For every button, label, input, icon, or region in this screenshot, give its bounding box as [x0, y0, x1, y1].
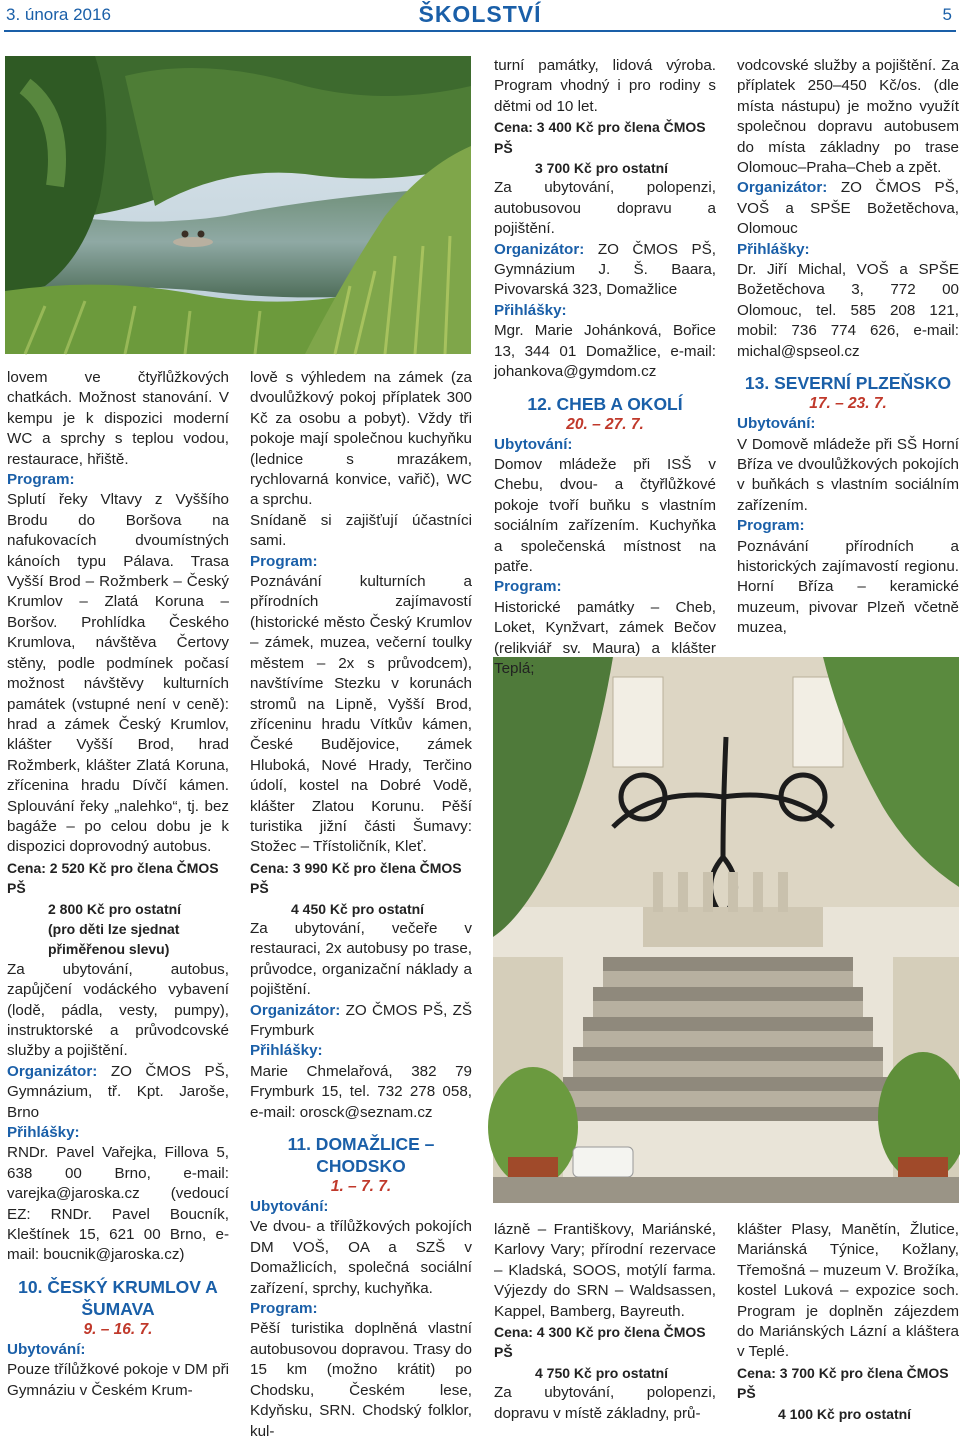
- col1-accom-text: Pouze třílůžkové pokoje v DM při Gymnáziu v Českém Krum-: [7, 1361, 229, 1399]
- col1-accom-label: Ubytování:: [7, 1340, 86, 1358]
- trip-13-title: 13. SEVERNÍ PLZEŇSKO: [744, 373, 952, 394]
- col3-price-member: Cena: 3 400 Kč pro člena ČMOS PŠ: [494, 119, 706, 156]
- col1-apply-text: RNDr. Pavel Vařejka, Fillova 5, 638 00 Brno, e-mail: varejka@jaroska.cz (vedoucí EZ: RNDr. Pavel Boucník, Kleštínek 15, 621 00 Brno, e-mail: boucnik@jaroska.cz): [7, 1144, 229, 1264]
- col3-price: [494, 117, 716, 178]
- col4-organizer-label: Organizátor:: [737, 179, 828, 197]
- trip-10-title: 10. ČESKÝ KRUMLOV A ŠUMAVA: [18, 1276, 218, 1319]
- column-3-top: [494, 56, 716, 679]
- col2-gap: [250, 1123, 472, 1133]
- trip-11-dates: 1. – 7. 7.: [330, 1178, 392, 1196]
- col2-program-text: Poznávání kulturních a přírodních zajímavostí (historické město Český Krumlov – zámek, muzea, večerní toulky městem – 2x s průvodcem), navštívíme Stezku v korunách stromů na Lipně, Vyšší Brod, zříceninu hradu Vítkův kámen, České Budějovice, zámek Hluboká, Nové Hrady, Terčino údolí, kostel na Dobré Vodě, klášter Zlatou Korunu. Pěší turistika jižní části Šumavy: Stožec – Třístoličník, Kleť.: [250, 573, 472, 856]
- castle-stairs-photo: [493, 657, 959, 1203]
- col1-gap: [7, 1266, 229, 1276]
- col4-price-other: 4 100 Kč pro ostatní: [778, 1405, 912, 1422]
- col4-accom-text: V Domově mládeže při SŠ Horní Bříza ve dvoulůžkových pokojích v buňkách s vlastním sociálním zařízením.: [737, 435, 959, 514]
- col3-includes-2: Za ubytování, polopenzi, dopravu v místě základny, prů-: [494, 1384, 716, 1422]
- col1-apply-label: Přihlášky:: [7, 1124, 80, 1142]
- trip-12-dates: 20. – 27. 7.: [566, 415, 644, 433]
- col3-organizer-text: ZO ČMOS PŠ, Gymnázium J. Š. Baara, Pivovarská 323, Domažlice: [494, 240, 716, 299]
- col3-organizer-label: Organizátor:: [494, 240, 585, 258]
- col3-gap: [494, 383, 716, 393]
- col2-accom-label: Ubytování:: [250, 1198, 329, 1216]
- castle-stairs-image: [493, 657, 959, 1203]
- col3-accom-text: Domov mládeže při ISŠ v Chebu, dvou- a čtyřlůžkové pokoje tvoří buňku s vlastním sociálním zařízením. Kuchyňka a společenská místnost na patře.: [494, 455, 716, 575]
- col3-price-2: [494, 1322, 716, 1383]
- col1-includes: Za ubytování, autobus, zapůjčení vodáckého vybavení (lodě, pádla, vesty, pumpy), instruktorské a průvodcovské služby a pojištění.: [7, 960, 229, 1060]
- col4-apply-text: Dr. Jiří Michal, VOŠ a SPŠE Božetěchova 3, 772 00 Olomouc, tel. 585 208 121, mobil: 736 774 626, e-mail: michal@spseol.cz: [737, 261, 959, 360]
- river-photo: [5, 56, 471, 354]
- col1-price-other: 2 800 Kč pro ostatní: [48, 900, 182, 917]
- col4-paragraph: vodcovské služby a pojištění. Za příplatek 250–450 Kč/os. (dle místa nástupu) je možno využít společnou dopravu autobusem do místa základny po trase Olomouc–Praha–Cheb a zpět.: [737, 57, 959, 177]
- river-photo-image: [5, 56, 471, 354]
- page-number: 5: [942, 5, 952, 24]
- col1-organizer-text: ZO ČMOS PŠ, Gymnázium, tř. Kpt. Jaroše, Brno: [7, 1062, 229, 1121]
- col4-organizer-text: ZO ČMOS PŠ, VOŠ a SPŠE Božetěchova, Olomouc: [737, 179, 959, 238]
- col2-price-other: 4 450 Kč pro ostatní: [291, 900, 425, 917]
- col4-price-member: Cena: 3 700 Kč pro člena ČMOS PŠ: [737, 1364, 949, 1402]
- col3-price2-other: 4 750 Kč pro ostatní: [535, 1364, 669, 1381]
- col2-price-member: Cena: 3 990 Kč pro člena ČMOS PŠ: [250, 859, 462, 897]
- col2-price: [250, 858, 472, 919]
- col4-apply-label: Přihlášky:: [737, 240, 810, 258]
- col4-accom-label: Ubytování:: [737, 415, 816, 433]
- col3-accom-label: Ubytování:: [494, 435, 573, 453]
- col1-price-member: Cena: 2 520 Kč pro člena ČMOS PŠ: [7, 859, 219, 897]
- trip-13-dates: 17. – 23. 7.: [809, 395, 887, 413]
- col3-program-text: Historické památky – Cheb, Loket, Kynžvart, zámek Bečov (relikviář sv. Maura) a klášter Teplá;: [494, 598, 716, 677]
- col1-price-note2: přiměřenou slevu): [48, 941, 170, 958]
- col1-price: [7, 858, 229, 960]
- col1-price-note1: (pro děti lze sjednat: [48, 920, 180, 937]
- col1-organizer-label: Organizátor:: [7, 1062, 98, 1080]
- col4-price: [737, 1363, 959, 1424]
- trip-10-dates: 9. – 16. 7.: [83, 1320, 153, 1338]
- trip-11-title: 11. DOMAŽLICE – CHODSKO: [287, 1134, 435, 1177]
- column-1: [7, 368, 229, 1401]
- column-3-bottom: [494, 1220, 716, 1424]
- col3-price-other: 3 700 Kč pro ostatní: [535, 160, 669, 177]
- col1-paragraph: lovem ve čtyřlůžkových chatkách. Možnost stanování. V kempu je k dispozici moderní WC a sprchy s teplou vodou, restaurace, hřiště.: [7, 369, 229, 468]
- col3-program-cont: lázně – Františkovy, Mariánské, Karlovy Vary; přírodní rezervace – Kladská, SOOS, motýlí farma. Výjezdy do SRN – Waldsassen, Kappel, Bamberg, Bayreuth.: [494, 1221, 716, 1320]
- col2-apply-label: Přihlášky:: [250, 1042, 323, 1060]
- col2-program-label: Program:: [250, 552, 318, 570]
- col2-program2-label: Program:: [250, 1300, 318, 1318]
- col4-program-cont: klášter Plasy, Manětín, Žlutice, Mariánská Týnice, Kožlany, Třemošná – muzeum V. Brožíka, kostel Luková – expozice soch. Program je doplněn zájezdem do Mariánských Lázní a kláštera v Teplé.: [737, 1221, 959, 1361]
- col1-program-label: Program:: [7, 471, 75, 489]
- col3-apply-text: Mgr. Marie Johánková, Bořice 13, 344 01 Domažlice, e-mail: johankova@gymdom.cz: [494, 322, 716, 381]
- col4-program-label: Program:: [737, 517, 805, 535]
- col2-organizer: [250, 1001, 472, 1042]
- column-4-top: [737, 56, 959, 639]
- col2-paragraph: lově s výhledem na zámek (za dvoulůžkový pokoj příplatek 300 Kč za osobu a pobyt). Vždy tři pokoje mají společnou kuchyňku (lednice s mrazákem, rychlovarná konvice, vařič), WC a sprchu.: [250, 369, 472, 509]
- col3-apply-label: Přihlášky:: [494, 301, 567, 319]
- col2-program2-text: Pěší turistika doplněná vlastní autobusovou dopravou. Trasy do 15 km (možno krátit) po Chodsku, Českém lese, Kdyňsku, SRN. Chodský folklor, kul-: [250, 1320, 472, 1440]
- col2-organizer-label: Organizátor:: [250, 1001, 341, 1019]
- issue-date: 3. února 2016: [6, 5, 111, 24]
- col2-apply-text: Marie Chmelařová, 382 79 Frymburk 15, tel. 732 278 058, e-mail: orosck@seznam.cz: [250, 1062, 472, 1121]
- col3-paragraph: turní památky, lidová výroba. Program vhodný i pro rodiny s dětmi od 10 let.: [494, 57, 716, 115]
- col2-organizer-text: ZO ČMOS PŠ, ZŠ Frymburk: [250, 1001, 472, 1039]
- column-4-bottom: [737, 1220, 959, 1424]
- page-header: [0, 0, 960, 33]
- col3-price2-member: Cena: 4 300 Kč pro člena ČMOS PŠ: [494, 1324, 706, 1361]
- col1-program-text: Splutí řeky Vltavy z Vyššího Brodu do Boršova na nafukovacích dvoumístných kánoích typu Pálava. Trasa Vyšší Brod – Rožmberk – Český Krumlov – Zlatá Koruna – Boršov. Prohlídka Českého Krumlova, návštěva Čertovy stěny, podle podmínek počasí možnost návštěvy kulturních památek (vstupné není v ceně): hrad a zámek Český Krumlov, klášter Vyšší Brod, hrad Rožmberk, klášter Zlatá Koruna, zřícenina hradu Dívčí kámen. Splouvání řeky „nalehko“, tj. bez bagáže – po celou dobu je k dispozici doprovodný autobus.: [7, 491, 229, 856]
- column-2: [250, 368, 472, 1442]
- col3-includes: Za ubytování, polopenzi, autobusovou dopravu a pojištění.: [494, 179, 716, 238]
- col1-organizer: [7, 1062, 229, 1123]
- header-rule: [4, 30, 956, 32]
- col4-gap: [737, 362, 959, 372]
- col2-includes: Za ubytování, večeře v restauraci, 2x autobusy po trase, průvodce, organizační náklady a pojištění.: [250, 919, 472, 999]
- trip-12-title: 12. CHEB A OKOLÍ: [527, 393, 683, 414]
- section-title: ŠKOLSTVÍ: [418, 1, 542, 27]
- col2-accom-text: Ve dvou- a třílůžkových pokojích DM VOŠ, OA a SZŠ v Domažlicích, společná sociální zařízení, sprchy, kuchyňka.: [250, 1218, 472, 1297]
- col4-organizer: [737, 178, 959, 239]
- col2-breakfast: Snídaně si zajišťují účastníci sami.: [250, 511, 472, 550]
- col3-program-label: Program:: [494, 578, 562, 596]
- col4-program-text: Poznávání přírodních a historických zajímavostí regionu. Horní Bříza – keramické muzeum, pivovar Plzeň včetně muzea,: [737, 537, 959, 637]
- col3-organizer: [494, 240, 716, 301]
